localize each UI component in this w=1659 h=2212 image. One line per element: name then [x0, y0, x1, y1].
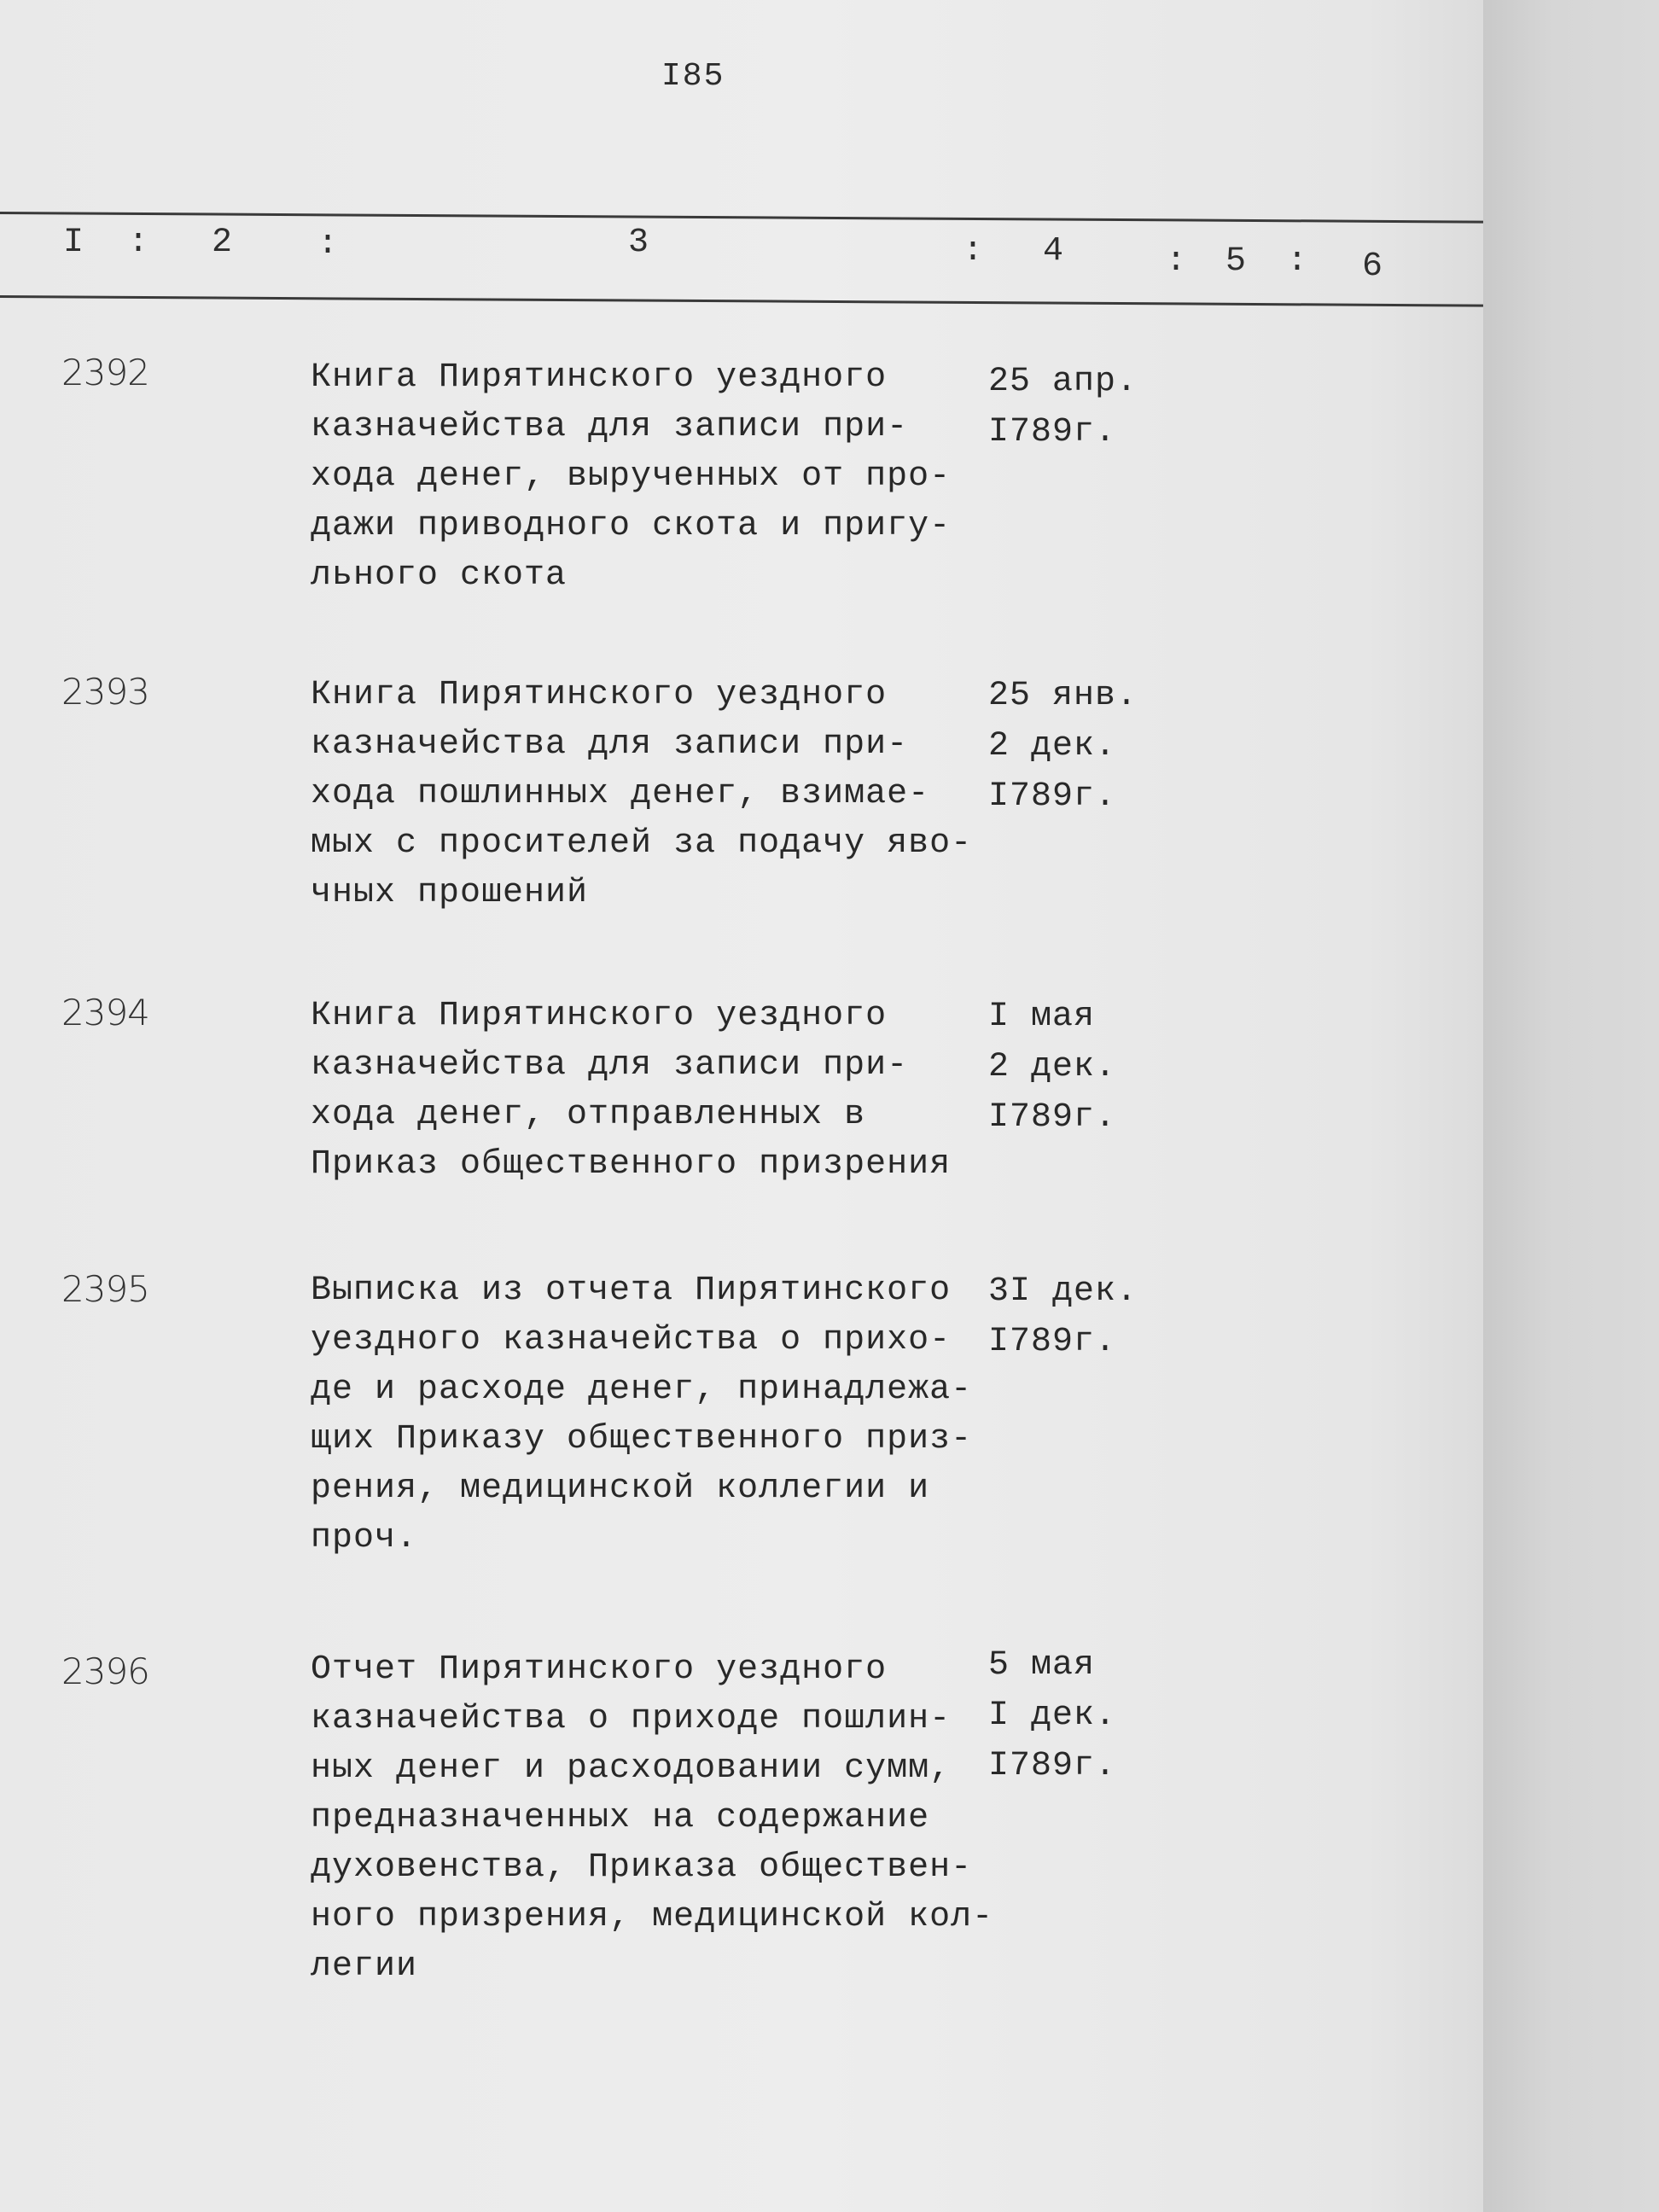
description-line: предназначенных на содержание: [311, 1799, 930, 1837]
date-line: 2 дек.: [988, 1048, 1117, 1086]
description-line: проч.: [311, 1519, 418, 1557]
entry-description: [311, 1645, 993, 1992]
description-line: мых с просителей за подачу яво-: [311, 824, 973, 863]
description-line: Книга Пирятинского уездного: [311, 358, 888, 397]
description-line: казначейства для записи при-: [311, 1046, 909, 1085]
entry-dates: [988, 671, 1159, 822]
description-line: Книга Пирятинского уездного: [311, 997, 888, 1035]
description-line: ных денег и расходовании сумм,: [311, 1749, 952, 1788]
description-line: казначейства о приходе пошлин-: [311, 1700, 952, 1738]
page-number: I85: [661, 58, 725, 95]
description-line: Приказ общественного призрения: [311, 1145, 952, 1184]
date-line: I789г.: [988, 1323, 1117, 1361]
entry-dates: [988, 992, 1159, 1143]
description-line: рения, медицинской коллегии и: [311, 1470, 930, 1508]
description-line: Книга Пирятинского уездного: [311, 676, 888, 714]
description-line: ного призрения, медицинской кол-: [311, 1898, 994, 1936]
column-separator: :: [1166, 242, 1187, 281]
description-line: щих Приказу общественного приз-: [311, 1420, 973, 1458]
column-header-2: 2: [212, 224, 233, 262]
description-line: Выписка из отчета Пирятинского: [311, 1272, 952, 1310]
description-line: хода денег, вырученных от про-: [311, 457, 952, 496]
entry-dates: [988, 1266, 1159, 1367]
column-header-1: I: [63, 224, 84, 262]
date-line: I789г.: [988, 777, 1117, 816]
entry-dates: [988, 1640, 1159, 1791]
date-line: I789г.: [988, 413, 1117, 451]
header-rule-top: [0, 212, 1483, 224]
entry-number: 2395: [61, 1268, 149, 1310]
description-line: чных прошений: [311, 874, 589, 912]
description-line: духовенства, Приказа обществен-: [311, 1848, 973, 1887]
column-separator: :: [1287, 242, 1308, 281]
date-line: 25 янв.: [988, 677, 1138, 715]
column-header-3: 3: [628, 224, 649, 262]
date-line: 5 мая: [988, 1646, 1096, 1685]
column-header-6: 6: [1362, 247, 1383, 286]
description-line: казначейства для записи при-: [311, 408, 909, 446]
entry-description: [311, 671, 993, 918]
entry-number: 2392: [61, 352, 149, 393]
date-line: 3I дек.: [988, 1272, 1138, 1311]
header-rule-bottom: [0, 295, 1483, 307]
description-line: легии: [311, 1947, 418, 1986]
entry-dates: [988, 357, 1159, 457]
entry-number: 2396: [61, 1650, 149, 1692]
description-line: уездного казначейства о прихо-: [311, 1321, 952, 1359]
entry-number: 2393: [61, 671, 149, 713]
date-line: I789г.: [988, 1747, 1117, 1785]
description-line: хода денег, отправленных в: [311, 1096, 866, 1134]
column-separator: :: [128, 224, 149, 262]
description-line: льного скота: [311, 556, 568, 595]
column-header-4: 4: [1043, 232, 1064, 271]
date-line: I дек.: [988, 1697, 1117, 1735]
description-line: дажи приводного скота и пригу-: [311, 507, 952, 545]
date-line: 25 апр.: [988, 363, 1138, 401]
entry-description: [311, 1266, 993, 1563]
description-line: де и расходе денег, принадлежа-: [311, 1371, 973, 1409]
entry-description: [311, 353, 993, 601]
column-separator: :: [317, 225, 339, 264]
description-line: казначейства для записи при-: [311, 725, 909, 764]
column-header-5: 5: [1225, 242, 1247, 281]
entry-number: 2394: [61, 992, 149, 1033]
description-line: хода пошлинных денег, взимае-: [311, 775, 930, 813]
date-line: I789г.: [988, 1098, 1117, 1137]
date-line: 2 дек.: [988, 727, 1117, 765]
date-line: I мая: [988, 998, 1096, 1036]
entry-description: [311, 992, 993, 1190]
column-separator: :: [963, 232, 984, 271]
description-line: Отчет Пирятинского уездного: [311, 1650, 888, 1689]
underlying-sheet-edge: [1483, 0, 1659, 2212]
